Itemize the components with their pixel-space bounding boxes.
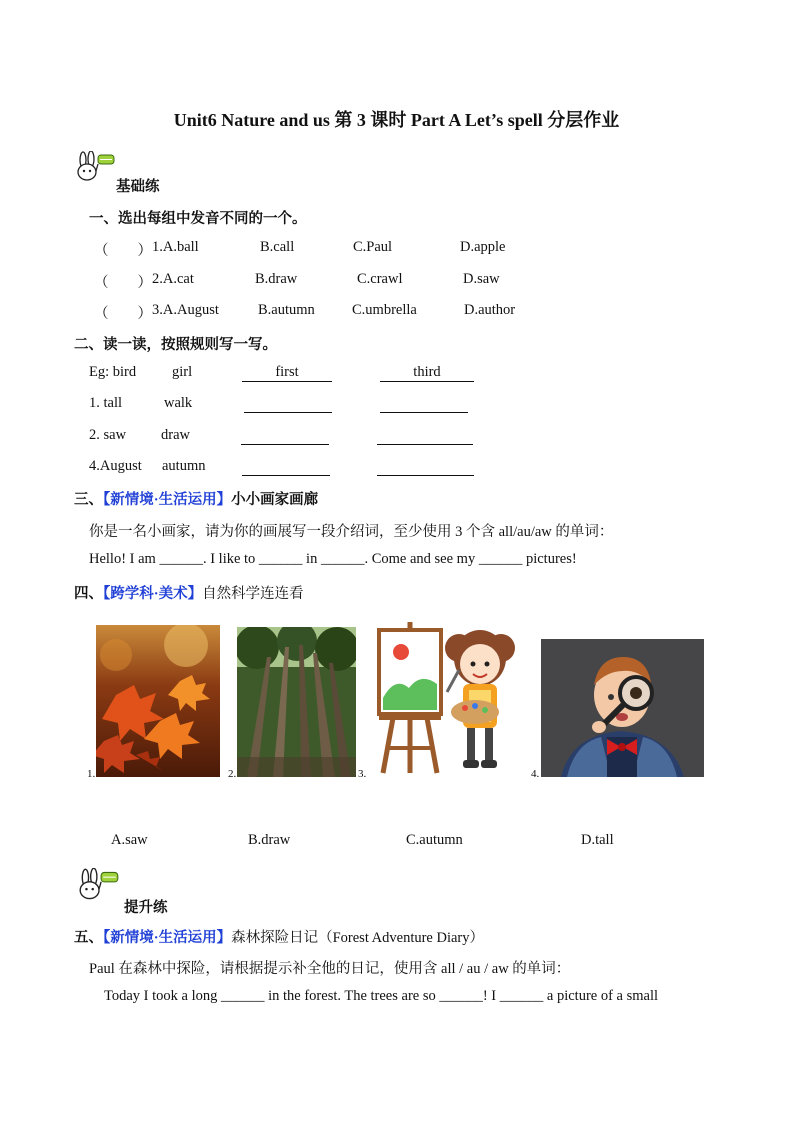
match-option-a[interactable]: A.saw [111, 832, 148, 848]
section3-instruction: 你是一名小画家，请为你的画展写一段介绍词，至少使用 3 个含 all/au/aw 的单词： [89, 524, 614, 540]
page-title: Unit6 Nature and us 第 3 课时 Part A Let’s spell 分层作业 [173, 110, 620, 130]
picture-number-4: 4. [531, 768, 540, 780]
match-option-c[interactable]: C.autumn [406, 832, 463, 848]
row2-word2: draw [161, 427, 190, 443]
match-option-b[interactable]: B.draw [248, 832, 291, 848]
section3-sentence[interactable]: Hello! I am ______. I like to ______ in ______. Come and see my ______ pictures! [89, 551, 577, 567]
q2-paren[interactable]: （ ） [94, 275, 152, 291]
q1-option-d: D.apple [460, 239, 506, 255]
eg-word2: girl [172, 364, 193, 380]
q3-option-d: D.author [464, 302, 516, 318]
row1-word1: 1. tall [89, 395, 123, 411]
level-advanced-label: 提升练 [124, 900, 168, 916]
picture-number-3: 3. [358, 768, 367, 780]
tall-trees-image [237, 627, 356, 777]
rabbit-icon [74, 151, 118, 183]
autumn-leaves-image [96, 625, 220, 777]
section4-tag: 【跨学科·美术】 [103, 586, 203, 602]
q3-option-c: C.umbrella [352, 302, 417, 318]
section5-sentence[interactable]: Today I took a long ______ in the forest. The trees are so ______! I ______ a picture of a small [104, 988, 659, 1004]
q1-option-a: 1.A.ball [152, 239, 199, 255]
section2-heading: 二、读一读，按照规则写一写。 [74, 337, 277, 353]
eg-word1: Eg: bird [89, 364, 137, 380]
section3-tag: 【新情境·生活运用】 [103, 492, 232, 508]
section4-heading [74, 582, 304, 603]
section5-title: 森林探险日记（Forest Adventure Diary） [231, 930, 485, 946]
eg-answer2: third [380, 364, 474, 382]
boy-magnifier-image [541, 639, 704, 777]
eg-answer1: first [242, 364, 332, 382]
q2-option-c: C.crawl [357, 271, 403, 287]
row3-answer2[interactable] [377, 458, 474, 476]
rabbit-icon-2 [76, 868, 122, 902]
q1-paren[interactable]: （ ） [94, 243, 152, 259]
row2-answer1[interactable] [241, 427, 329, 445]
q2-option-b: B.draw [255, 271, 298, 287]
row1-word2: walk [164, 395, 193, 411]
section5-heading [74, 926, 484, 947]
section5-instruction: Paul 在森林中探险，请根据提示补全他的日记，使用含 all / au / aw 的单词： [89, 961, 571, 977]
section3-heading [74, 488, 318, 509]
row1-answer1[interactable] [244, 395, 332, 413]
section1-heading: 一、选出每组中发音不同的一个。 [89, 211, 307, 227]
row3-word1: 4.August [89, 458, 142, 474]
q3-option-b: B.autumn [258, 302, 315, 318]
q3-option-a: 3.A.August [152, 302, 219, 318]
match-option-d[interactable]: D.tall [581, 832, 614, 848]
row1-answer2[interactable] [380, 395, 468, 413]
picture-number-1: 1. [87, 768, 96, 780]
section4-title: 自然科学连连看 [202, 586, 304, 602]
section4-prefix: 四、 [74, 586, 103, 602]
girl-drawing-image [375, 618, 523, 778]
picture-number-2: 2. [228, 768, 237, 780]
row3-answer1[interactable] [242, 458, 330, 476]
section5-tag: 【新情境·生活运用】 [103, 930, 232, 946]
section3-prefix: 三、 [74, 492, 103, 508]
q1-option-b: B.call [260, 239, 295, 255]
section5-prefix: 五、 [74, 930, 103, 946]
row2-answer2[interactable] [377, 427, 473, 445]
q1-option-c: C.Paul [353, 239, 393, 255]
row2-word1: 2. saw [89, 427, 127, 443]
row3-word2: autumn [162, 458, 206, 474]
section3-title: 小小画家画廊 [231, 492, 319, 508]
q2-option-d: D.saw [463, 271, 500, 287]
level-basic-label: 基础练 [116, 179, 160, 195]
q3-paren[interactable]: （ ） [94, 306, 152, 322]
q2-option-a: 2.A.cat [152, 271, 194, 287]
